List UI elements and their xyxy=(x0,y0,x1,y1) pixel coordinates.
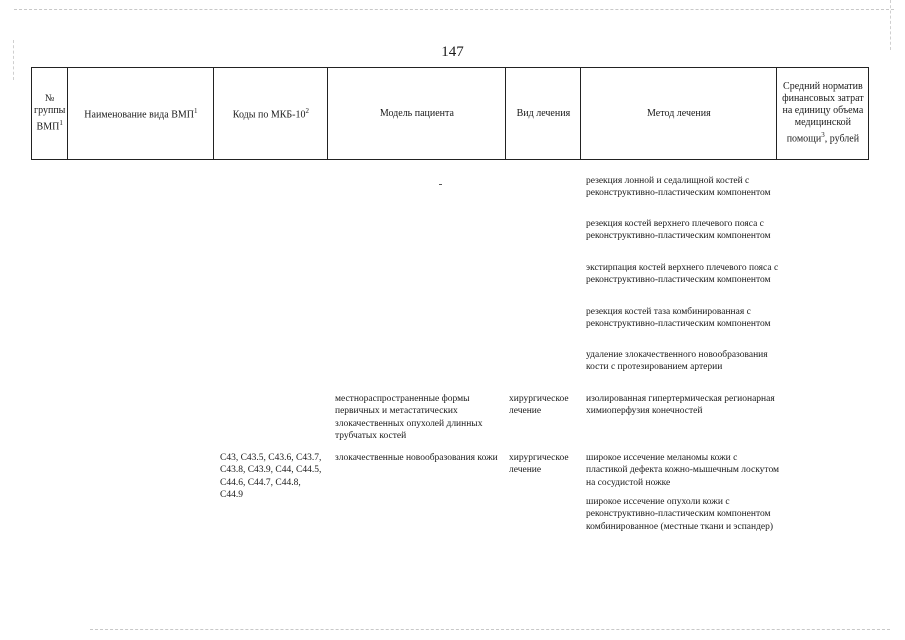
scan-artifact-bottom xyxy=(90,629,890,630)
method-item: резекция костей таза комбинированная с реконструктивно-пластическим компонентом xyxy=(586,307,771,330)
treatment-type-limb: хирургическое лечение xyxy=(509,394,569,417)
method-limb: изолированная гипертермическая регионарная химиоперфузия конечностей xyxy=(586,394,775,417)
header-vmp-name: Наименование вида ВМП$^1$ xyxy=(68,68,214,160)
method-item: резекция лонной и седалищной костей с реконструктивно-пластическим компонентом xyxy=(586,176,771,199)
method-item: резекция костей верхнего плечевого пояса с реконструктивно-пластическим компонентом xyxy=(586,219,771,242)
patient-model-skin: злокачественные новообразования кожи xyxy=(335,453,498,463)
header-group-number: № группы ВМП$^1$ xyxy=(32,68,68,160)
method-skin: широкое иссечение меланомы кожи с пластикой дефекта кожно-мышечным лоскутом на сосудистой ножке xyxy=(586,453,780,488)
header-patient-model: Модель пациента xyxy=(328,68,506,160)
method-item: удаление злокачественного новообразования кости с протезированием артерии xyxy=(586,350,768,373)
page-number: 147 xyxy=(441,44,464,60)
scan-artifact-top xyxy=(14,9,894,10)
treatment-type-skin: хирургическое лечение xyxy=(509,453,569,476)
table-header xyxy=(31,67,869,160)
header-icd-codes: Коды по МКБ-$10^2$ xyxy=(214,68,328,160)
header-treatment-method: Метод лечения xyxy=(581,68,777,160)
method-skin: широкое иссечение опухоли кожи с реконструктивно-пластическим компонентом комбинированное (местные ткани и эспандер) xyxy=(586,497,774,532)
patient-model-limb: местнораспространенные формы первичных и метастатических злокачественных опухолей длинных трубчатых костей xyxy=(335,394,483,441)
icd-codes-skin: C43, C43.5, C43.6, C43.7, C43.8, C43.9, C44, C44.5, C44.6, C44.7, C44.8, C44.9 xyxy=(220,453,322,500)
scan-speck xyxy=(439,184,442,185)
method-item: экстирпация костей верхнего плечевого пояса с реконструктивно-пластическим компонентом xyxy=(586,263,779,286)
header-cost-norm: Средний норматив финансовых затрат на единицу объема медицинской помощи$^3$, рублей xyxy=(777,68,869,160)
scan-artifact-right xyxy=(890,0,891,50)
header-treatment-type: Вид лечения xyxy=(506,68,581,160)
